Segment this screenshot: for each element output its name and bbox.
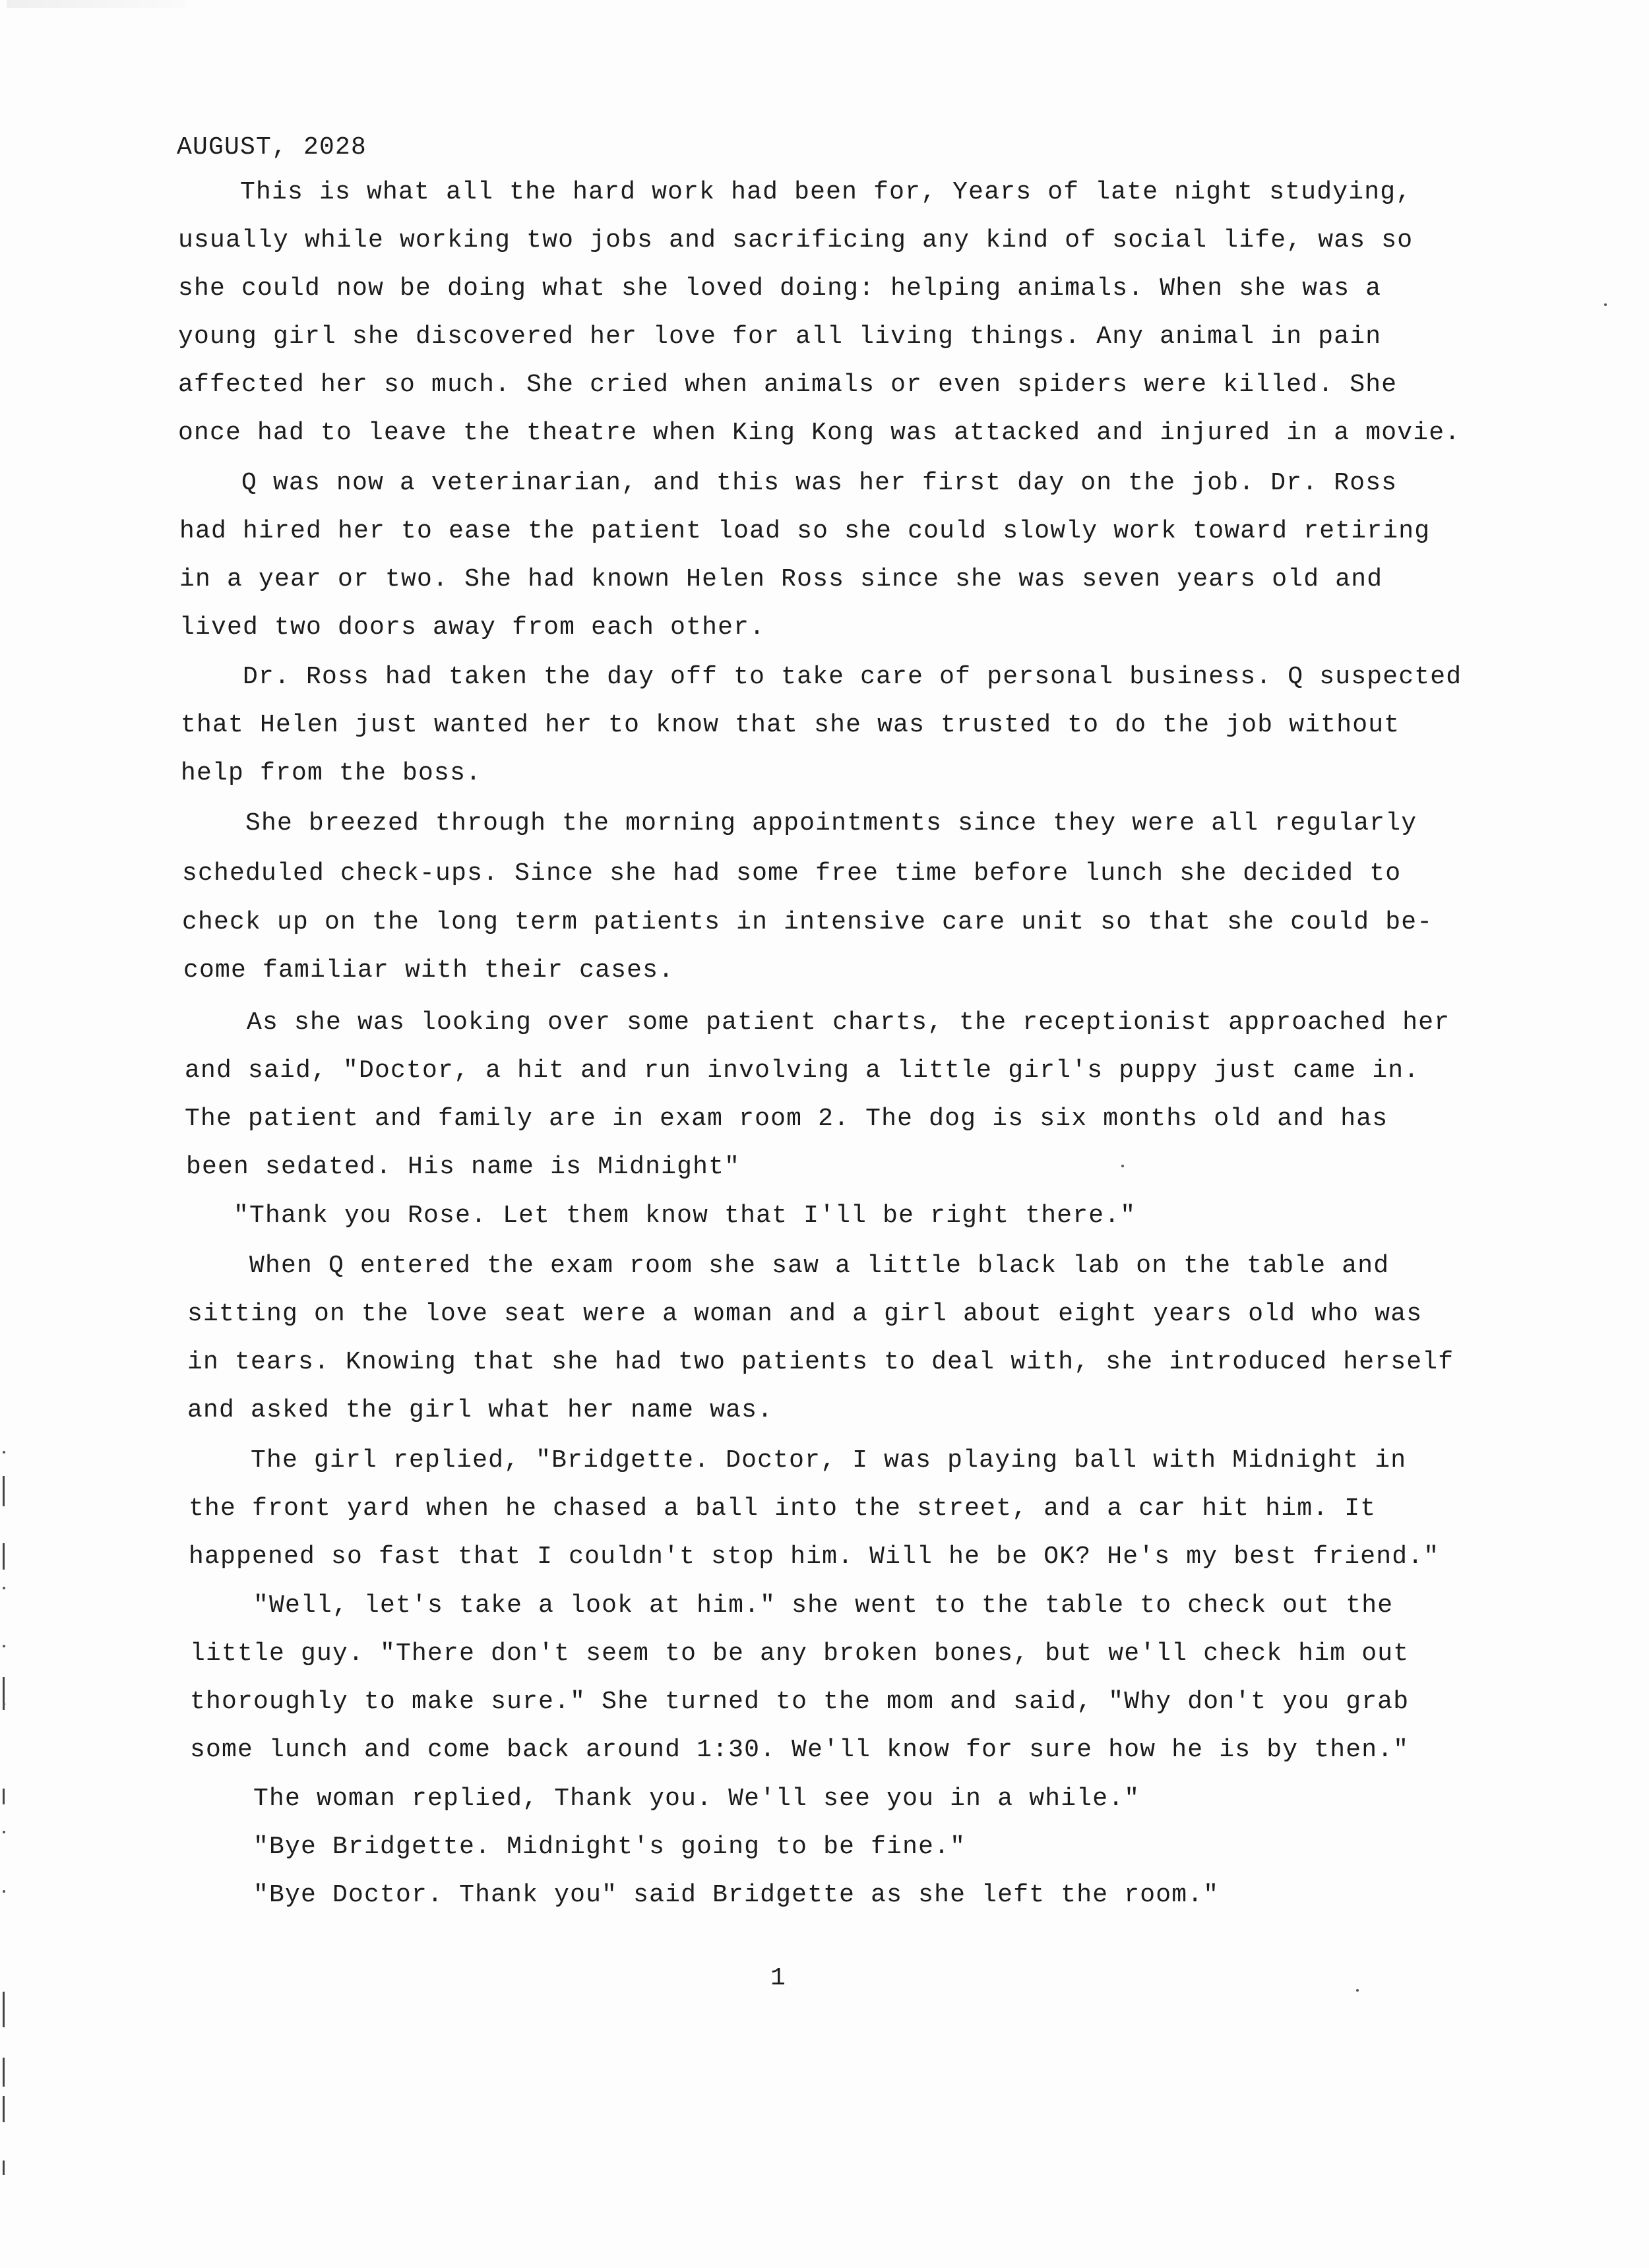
text-line: Q was now a veterinarian, and this was her first day on the job. Dr. Ross bbox=[178, 469, 1398, 497]
text-line: As she was looking over some patient charts, the receptionist approached her bbox=[183, 1008, 1450, 1037]
margin-mark bbox=[3, 1992, 5, 2027]
text-line: This is what all the hard work had been for, Years of late night studying, bbox=[177, 178, 1412, 206]
document-heading: AUGUST, 2028 bbox=[177, 133, 367, 162]
text-line: and said, "Doctor, a hit and run involving a little girl's puppy just came in. bbox=[185, 1057, 1420, 1085]
text-line: she could now be doing what she loved doing: helping animals. When she was a bbox=[178, 274, 1382, 303]
text-line: the front yard when he chased a ball into the street, and a car hit him. It bbox=[189, 1494, 1377, 1523]
page-number: 1 bbox=[770, 1964, 786, 1992]
text-line: that Helen just wanted her to know that she was trusted to do the job without bbox=[181, 711, 1400, 739]
text-line: young girl she discovered her love for all living things. Any animal in pain bbox=[178, 322, 1382, 351]
text-line: some lunch and come back around 1:30. We'll know for sure how he is by then." bbox=[190, 1736, 1410, 1764]
margin-dot bbox=[3, 1587, 5, 1589]
margin-dot bbox=[3, 1890, 5, 1893]
text-line: check up on the long term patients in intensive care unit so that she could be- bbox=[182, 908, 1433, 936]
text-line: She breezed through the morning appointments since they were all regularly bbox=[182, 809, 1417, 838]
text-line: been sedated. His name is Midnight" bbox=[186, 1153, 741, 1181]
margin-dot bbox=[3, 1831, 5, 1833]
text-line: sitting on the love seat were a woman and a girl about eight years old who was bbox=[187, 1300, 1423, 1328]
text-line: affected her so much. She cried when animals or even spiders were killed. She bbox=[178, 371, 1398, 399]
margin-mark bbox=[3, 2161, 5, 2175]
margin-mark bbox=[3, 2058, 5, 2087]
margin-mark bbox=[3, 1543, 5, 1570]
margin-dot bbox=[1604, 303, 1607, 306]
margin-dot bbox=[1121, 1165, 1124, 1167]
text-line: help from the boss. bbox=[181, 759, 482, 787]
margin-dot bbox=[3, 1645, 5, 1647]
text-line: thoroughly to make sure." She turned to the mom and said, "Why don't you grab bbox=[190, 1688, 1410, 1716]
text-line: The woman replied, Thank you. We'll see you in a while." bbox=[190, 1785, 1140, 1813]
text-line: little guy. "There don't seem to be any broken bones, but we'll check him out bbox=[190, 1640, 1410, 1668]
text-line: once had to leave the theatre when King Kong was attacked and injured in a movie. bbox=[178, 419, 1461, 447]
margin-mark bbox=[3, 1476, 5, 1506]
text-line: in a year or two. She had known Helen Ross since she was seven years old and bbox=[179, 565, 1383, 594]
text-line: come familiar with their cases. bbox=[183, 956, 675, 985]
text-line: The girl replied, "Bridgette. Doctor, I was playing ball with Midnight in bbox=[187, 1446, 1407, 1475]
margin-dot bbox=[3, 1703, 5, 1705]
scan-artifact bbox=[7, 0, 185, 8]
text-line: Dr. Ross had taken the day off to take care of personal business. Q suspected bbox=[179, 663, 1462, 691]
text-line: "Bye Bridgette. Midnight's going to be fine." bbox=[190, 1833, 966, 1861]
margin-mark bbox=[3, 2096, 5, 2122]
text-line: lived two doors away from each other. bbox=[179, 613, 766, 642]
text-line: "Well, let's take a look at him." she went to the table to check out the bbox=[190, 1591, 1394, 1620]
text-line: had hired her to ease the patient load so she could slowly work toward retiring bbox=[179, 517, 1431, 545]
text-line: happened so fast that I couldn't stop him. Will he be OK? He's my best friend." bbox=[189, 1543, 1440, 1571]
text-line: scheduled check-ups. Since she had some free time before lunch she decided to bbox=[182, 859, 1402, 888]
text-line: "Bye Doctor. Thank you" said Bridgette as she left the room." bbox=[190, 1881, 1220, 1909]
text-line: and asked the girl what her name was. bbox=[187, 1396, 774, 1425]
text-line: in tears. Knowing that she had two patients to deal with, she introduced herself bbox=[187, 1348, 1454, 1376]
margin-dot bbox=[1356, 1989, 1359, 1992]
margin-mark bbox=[3, 1789, 5, 1804]
text-line: When Q entered the exam room she saw a little black lab on the table and bbox=[186, 1252, 1390, 1280]
text-line: usually while working two jobs and sacrificing any kind of social life, was so bbox=[178, 226, 1414, 255]
margin-dot bbox=[3, 1451, 5, 1454]
text-line: "Thank you Rose. Let them know that I'll be right there." bbox=[186, 1202, 1136, 1230]
text-line: The patient and family are in exam room 2. The dog is six months old and has bbox=[185, 1105, 1388, 1133]
